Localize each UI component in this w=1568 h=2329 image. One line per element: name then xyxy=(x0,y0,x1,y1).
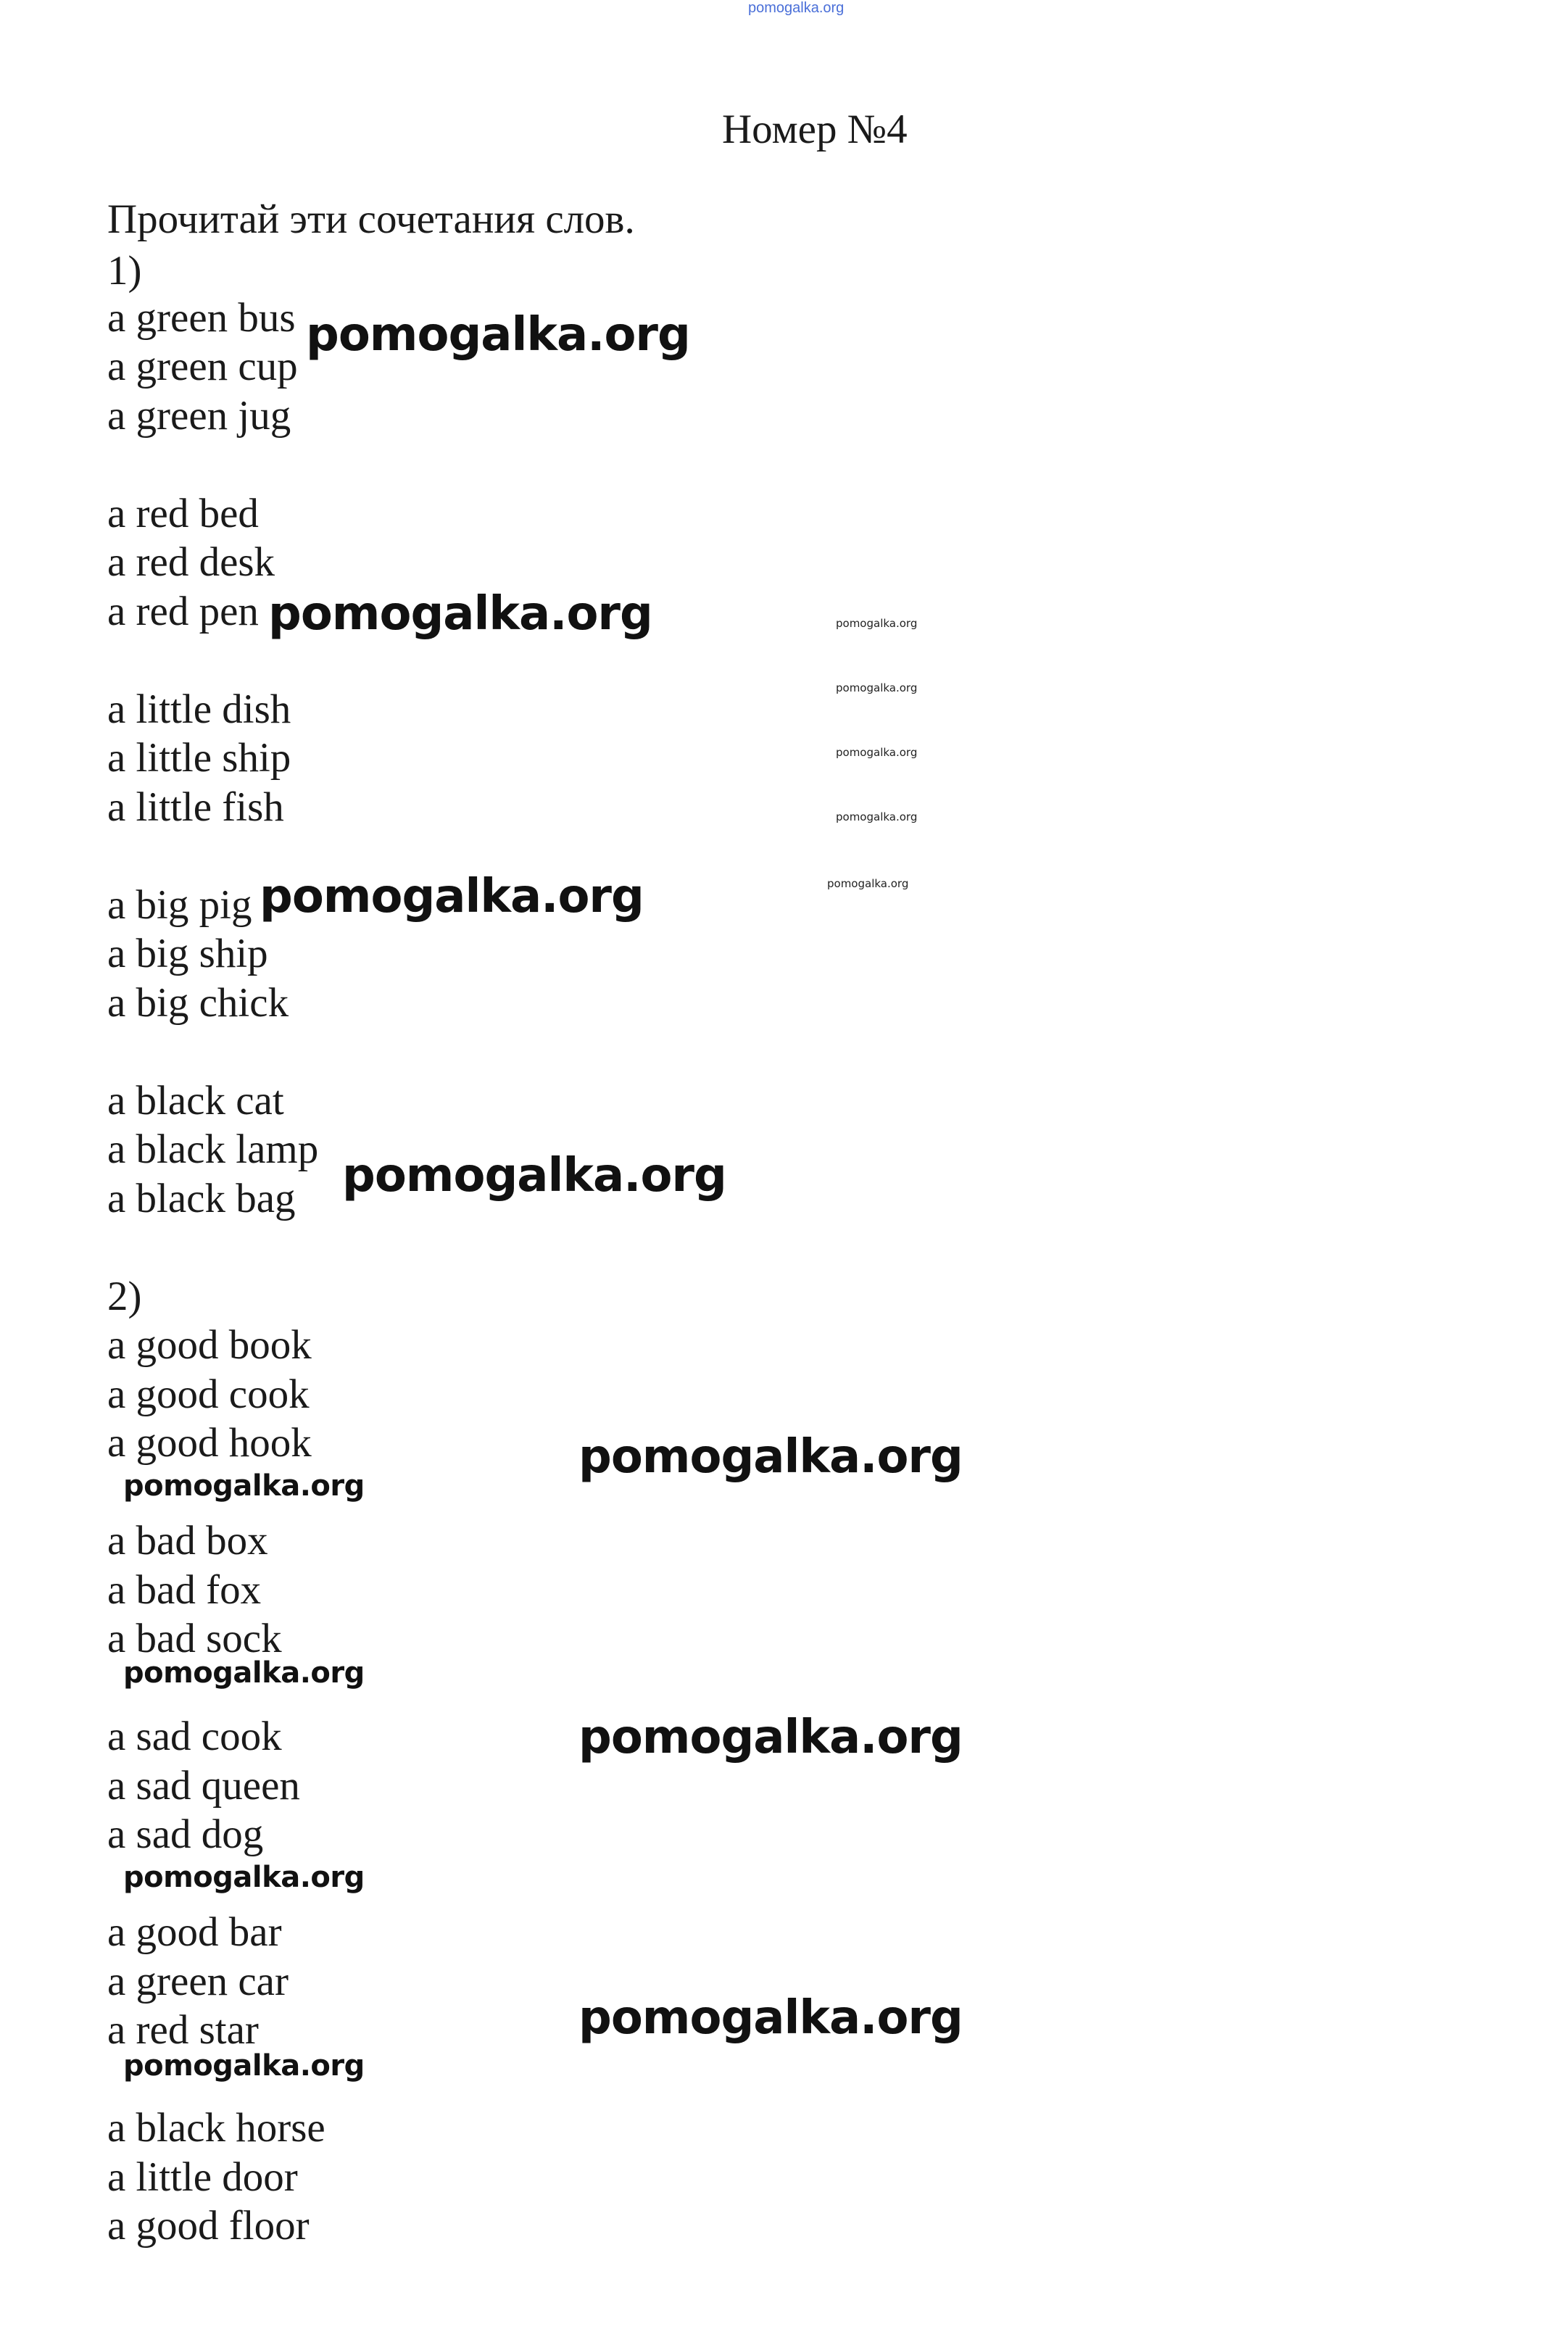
word-line: a good book xyxy=(107,1322,312,1368)
word-line: a sad cook xyxy=(107,1714,282,1759)
page-title: Номер №4 xyxy=(722,107,908,152)
word-line: a green cup xyxy=(107,344,298,389)
word-line: a bad box xyxy=(107,1518,268,1564)
section-1-label: 1) xyxy=(107,248,142,294)
watermark: pomogalka.org xyxy=(306,308,690,362)
watermark: pomogalka.org xyxy=(836,681,918,694)
word-line: a red pen xyxy=(107,589,259,634)
watermark: pomogalka.org xyxy=(123,1861,365,1894)
watermark: pomogalka.org xyxy=(260,870,644,923)
watermark: pomogalka.org xyxy=(836,810,918,823)
watermark: pomogalka.org xyxy=(268,587,652,641)
word-line: a red star xyxy=(107,2007,259,2053)
watermark: pomogalka.org xyxy=(827,877,909,890)
instruction: Прочитай эти сочетания слов. xyxy=(107,196,635,242)
word-line: a good bar xyxy=(107,1909,282,1955)
word-line: a red desk xyxy=(107,539,275,585)
watermark: pomogalka.org xyxy=(578,1430,963,1484)
word-line: a little ship xyxy=(107,735,291,781)
watermark: pomogalka.org xyxy=(578,1711,963,1764)
watermark: pomogalka.org xyxy=(123,1656,365,1690)
word-line: a sad queen xyxy=(107,1763,300,1809)
word-line: a bad sock xyxy=(107,1616,282,1661)
word-line: a black horse xyxy=(107,2105,325,2151)
word-line: a black bag xyxy=(107,1176,296,1221)
word-line: a big ship xyxy=(107,931,268,976)
word-line: a bad fox xyxy=(107,1567,262,1613)
watermark: pomogalka.org xyxy=(123,1469,365,1503)
word-line: a green jug xyxy=(107,393,291,439)
word-line: a little dish xyxy=(107,686,291,732)
word-line: a good cook xyxy=(107,1371,310,1417)
word-line: a little fish xyxy=(107,784,284,830)
word-line: a green bus xyxy=(107,295,296,341)
word-line: a big pig xyxy=(107,882,252,928)
watermark: pomogalka.org xyxy=(123,2049,365,2083)
word-line: a black cat xyxy=(107,1078,284,1124)
word-line: a good hook xyxy=(107,1420,312,1466)
watermark: pomogalka.org xyxy=(836,617,918,630)
word-line: a green car xyxy=(107,1959,289,2004)
watermark: pomogalka.org xyxy=(836,746,918,759)
word-line: a little door xyxy=(107,2154,298,2200)
word-line: a big chick xyxy=(107,980,289,1026)
section-2-label: 2) xyxy=(107,1274,142,1319)
word-line: a sad dog xyxy=(107,1811,264,1857)
word-line: a good floor xyxy=(107,2203,310,2249)
watermark: pomogalka.org xyxy=(578,1991,963,2045)
watermark: pomogalka.org xyxy=(342,1149,726,1203)
header-watermark: pomogalka.org xyxy=(748,0,845,16)
word-line: a black lamp xyxy=(107,1126,319,1172)
word-line: a red bed xyxy=(107,491,259,536)
